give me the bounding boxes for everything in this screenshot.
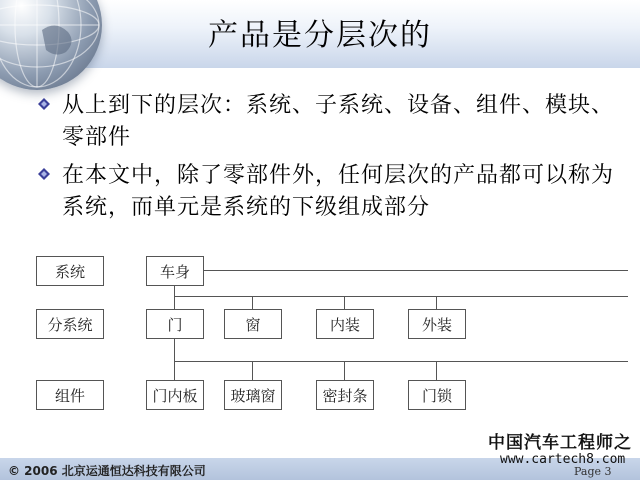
bullet-item bbox=[36, 90, 626, 154]
subsystem-node: 内装 bbox=[316, 309, 374, 339]
bullet-item bbox=[36, 160, 626, 224]
component-bus-line bbox=[174, 361, 628, 362]
copyright-text: © 2006 北京运通恒达科技有限公司 bbox=[8, 464, 206, 478]
connector-line bbox=[344, 361, 345, 380]
bullet-list bbox=[36, 90, 626, 230]
connector-line bbox=[174, 339, 175, 380]
page-number: Page 3 bbox=[574, 465, 612, 478]
connector-line bbox=[436, 361, 437, 380]
component-node: 玻璃窗 bbox=[224, 380, 282, 410]
level-label-system: 系统 bbox=[36, 256, 104, 286]
level-label-subsystem: 分系统 bbox=[36, 309, 104, 339]
bullet-text: 在本文中，除了零部件外，任何层次的产品都可以称为系统，而单元是系统的下级组成部分 bbox=[62, 163, 615, 220]
subsystem-bus-line bbox=[174, 296, 628, 297]
site-url: www.cartech8.com bbox=[500, 452, 626, 467]
component-node: 密封条 bbox=[316, 380, 374, 410]
connector-line bbox=[436, 296, 437, 309]
connector-line bbox=[252, 296, 253, 309]
slide-title: 产品是分层次的 bbox=[208, 18, 432, 53]
subsystem-node: 窗 bbox=[224, 309, 282, 339]
connector-line bbox=[344, 296, 345, 309]
root-node: 车身 bbox=[146, 256, 204, 286]
diamond-bullet-icon bbox=[38, 168, 50, 180]
subsystem-node: 外装 bbox=[408, 309, 466, 339]
connector-line bbox=[174, 286, 175, 309]
component-node: 门锁 bbox=[408, 380, 466, 410]
component-node: 门内板 bbox=[146, 380, 204, 410]
bullet-text: 从上到下的层次：系统、子系统、设备、组件、模块、零部件 bbox=[62, 93, 615, 150]
level-label-component: 组件 bbox=[36, 380, 104, 410]
connector-line bbox=[252, 361, 253, 380]
brand-logo-text: 中国汽车工程师之 bbox=[488, 433, 632, 453]
subsystem-node: 门 bbox=[146, 309, 204, 339]
diamond-bullet-icon bbox=[38, 98, 50, 110]
root-extension-line bbox=[204, 270, 628, 271]
